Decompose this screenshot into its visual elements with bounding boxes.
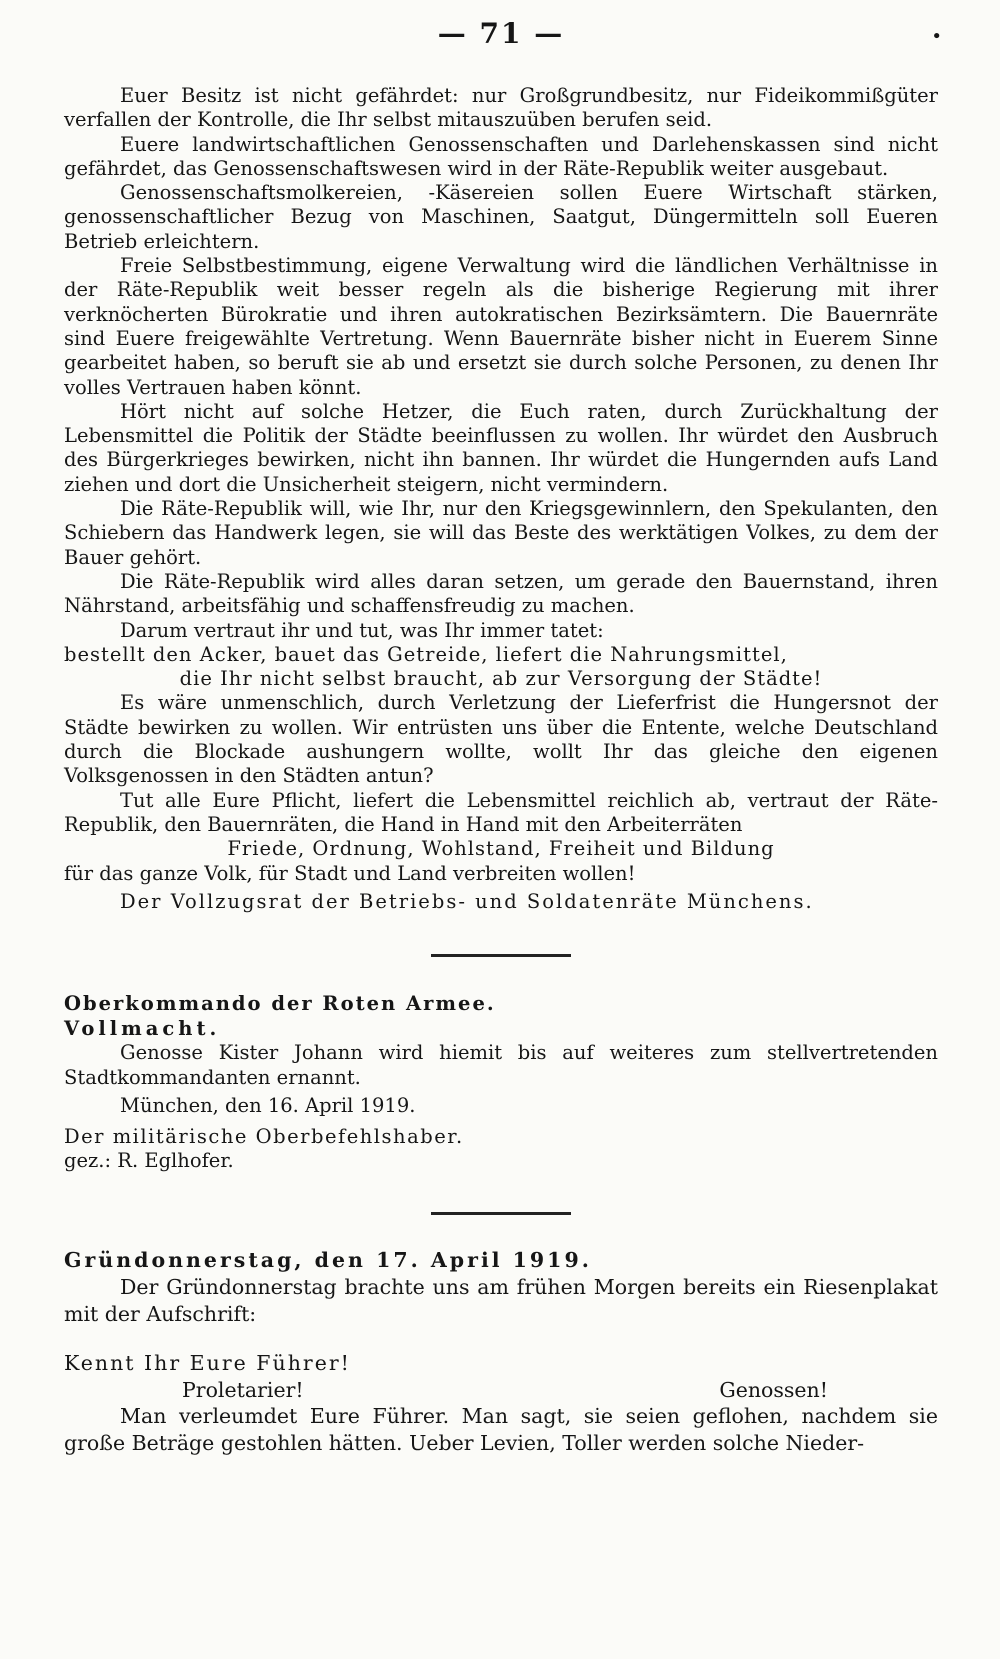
- proclamation-final-appeal-line-2: Friede, Ordnung, Wohlstand, Freiheit und Bildung: [227, 837, 775, 861]
- command-title: Oberkommando der Roten Armee.: [64, 992, 496, 1016]
- salutation-right: Genossen!: [719, 1377, 828, 1402]
- proclamation-paragraph-2: Euere landwirtschaftlichen Genossenschaften und Darlehenskassen sind nicht gefährdet, das Genossenschaftswesen wird in der Räte-Republik weiter ausgebaut.: [64, 132, 938, 180]
- section-divider-1: [431, 954, 571, 957]
- command-section: [64, 992, 938, 1174]
- poster-salutations: [64, 1377, 938, 1403]
- corner-mark: •: [931, 26, 942, 47]
- proclamation-paragraph-6: Die Räte-Republik will, wie Ihr, nur den Kriegsgewinnlern, den Spekulanten, den Schiebern das Handwerk legen, sie will das Beste des werktätigen Volkes, zu dem der Bauer gehört.: [64, 497, 938, 569]
- diary-date-heading: Gründonnerstag, den 17. April 1919.: [64, 1247, 592, 1272]
- command-signer-name: gez.: R. Eglhofer.: [64, 1149, 234, 1173]
- proclamation-section: [64, 84, 938, 914]
- proclamation-paragraph-3: Genossenschaftsmolkereien, -Käsereien sollen Euere Wirtschaft stärken, genossenschaftlicher Bezug von Maschinen, Saatgut, Düngermitteln soll Eueren Betrieb erleichtern.: [64, 181, 938, 253]
- poster-title: Kennt Ihr Eure Führer!: [64, 1350, 351, 1375]
- diary-intro: Der Gründonnerstag brachte uns am frühen Morgen bereits ein Riesenplakat mit der Aufschrift:: [64, 1274, 938, 1326]
- salutation-left: Proletarier!: [182, 1377, 304, 1402]
- proclamation-emphasis-line-2: die Ihr nicht selbst braucht, ab zur Versorgung der Städte!: [179, 667, 823, 691]
- diary-last-paragraph: Man verleumdet Eure Führer. Man sagt, sie seien geflohen, nachdem sie große Beträge gestohlen hätten. Ueber Levien, Toller werden solche Nieder-: [64, 1403, 938, 1455]
- command-body: Genosse Kister Johann wird hiemit bis auf weiteres zum stellvertretenden Stadtkommandanten ernannt.: [64, 1041, 938, 1089]
- proclamation-paragraph-5: Hört nicht auf solche Hetzer, die Euch raten, durch Zurückhaltung der Lebensmittel die Politik der Städte beeinflussen zu wollen. Ihr würdet den Ausbruch des Bürgerkrieges bewirken, nicht ihn bannen. Ihr würdet die Hungernden aufs Land ziehen und dort die Unsicherheit steigern, nicht vermindern.: [64, 399, 938, 496]
- command-signer-title: Der militärische Oberbefehlshaber.: [64, 1124, 464, 1148]
- proclamation-paragraph-8: Darum vertraut ihr und tut, was Ihr immer tatet:: [120, 618, 604, 642]
- proclamation-paragraph-9: Es wäre unmenschlich, durch Verletzung der Lieferfrist die Hungersnot der Städte bewirken zu wollen. Wir entrüsten uns über die Entente, welche Deutschland durch die Blockade aushungern wollte, wollt Ihr das gleiche den eigenen Volksgenossen in den Städten antun?: [64, 691, 938, 788]
- diary-section: [64, 1247, 938, 1457]
- proclamation-paragraph-7: Die Räte-Republik wird alles daran setzen, um gerade den Bauernstand, ihren Nährstand, arbeitsfähig und schaffensfreudig zu machen.: [64, 569, 938, 618]
- proclamation-emphasis-line-1: bestellt den Acker, bauet das Getreide, liefert die Nahrungsmittel,: [64, 642, 788, 666]
- proclamation-final-appeal-line-3: für das ganze Volk, für Stadt und Land verbreiten wollen!: [64, 861, 636, 885]
- proclamation-final-appeal: Tut alle Eure Pflicht, liefert die Lebensmittel reichlich ab, vertraut der Räte-Republik, den Bauernräten, die Hand in Hand mit den Arbeiterräten: [64, 788, 938, 836]
- command-date: München, den 16. April 1919.: [120, 1094, 416, 1118]
- proclamation-paragraph-4: Freie Selbstbestimmung, eigene Verwaltung wird die ländlichen Verhältnisse in der Räte-Republik weit besser regeln als die bisherige Regierung mit ihrer verknöcherten Bürokratie und ihren autokratischen Bezirksämtern. Die Bauernräte sind Euere freigewählte Vertretung. Wenn Bauernräte bisher nicht in Euerem Sinne gearbeitet haben, so beruft sie ab und ersetzt sie durch solche Personen, zu denen Ihr volles Vertrauen haben könnt.: [64, 254, 938, 399]
- page-number: — 71 —: [437, 17, 565, 50]
- section-divider-2: [431, 1212, 571, 1215]
- proclamation-paragraph-1: Euer Besitz ist nicht gefährdet: nur Großgrundbesitz, nur Fideikommißgüter verfallen der Kontrolle, die Ihr selbst mitauszuüben berufen seid.: [64, 84, 938, 132]
- proclamation-signature: Der Vollzugsrat der Betriebs- und Soldatenräte Münchens.: [120, 889, 814, 913]
- command-subtitle: Vollmacht.: [64, 1016, 221, 1040]
